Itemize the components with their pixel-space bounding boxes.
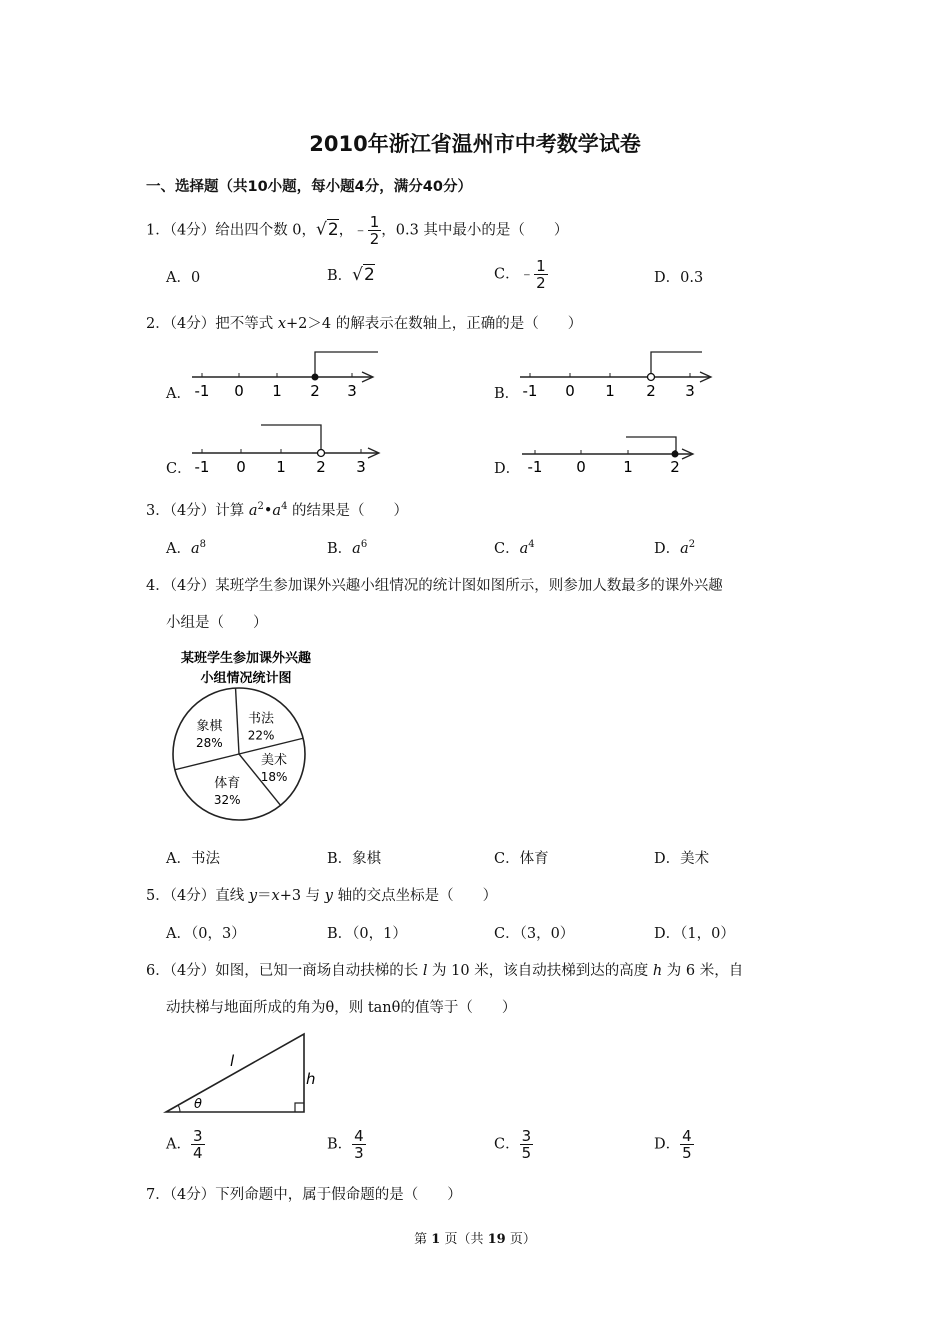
label-theta: θ xyxy=(194,1097,202,1112)
pie-slice-label: 象棋 xyxy=(196,718,223,734)
question-3: 3．（4分）计算 $a^2•a^4$ 的结果是（ ） xyxy=(146,501,409,519)
pie-slice-value: 32% xyxy=(213,793,241,808)
q6-option-d[interactable]: D． $\frac{4}{5}$ xyxy=(654,1127,692,1162)
tick-label: 1 xyxy=(272,382,282,400)
q3-option-b[interactable]: B．$a^6$ xyxy=(327,539,368,557)
escalator-triangle-figure xyxy=(160,1028,330,1118)
chart-title-line-1: 某班学生参加课外兴趣 xyxy=(180,651,312,666)
pie-slice-boundary-象棋 xyxy=(175,754,239,770)
pie-chart xyxy=(160,644,350,834)
pie-slice-value: 22% xyxy=(247,728,275,743)
tick-label: -1 xyxy=(194,382,210,400)
q6-option-c[interactable]: C． $\frac{3}{5}$ xyxy=(494,1127,532,1162)
q4-option-c[interactable]: C．体育 xyxy=(494,851,549,867)
q3-option-a[interactable]: A．$a^8$ xyxy=(166,539,207,557)
tick-label: 3 xyxy=(685,382,695,400)
q4-option-b[interactable]: B．象棋 xyxy=(327,851,382,867)
q6-option-b[interactable]: B． $\frac{4}{3}$ xyxy=(327,1127,364,1162)
q5-option-a[interactable]: A．（0，3） xyxy=(166,926,246,942)
question-2: 2．（4分）把不等式 x+2＞4 的解表示在数轴上，正确的是（ ） xyxy=(146,316,583,332)
q2-number-line-c[interactable] xyxy=(186,418,386,478)
q3-option-d[interactable]: D．$a^2$ xyxy=(654,539,696,557)
q6-option-a[interactable]: A． $\frac{3}{4}$ xyxy=(166,1127,203,1162)
q2-number-line-b[interactable] xyxy=(514,345,714,405)
question-7: 7．（4分）下列命题中，属于假命题的是（ ） xyxy=(146,1187,462,1203)
q5-option-c[interactable]: C．（3，0） xyxy=(494,926,575,942)
q2-option-b-label[interactable]: B． xyxy=(494,386,520,402)
q1-prefix: 1．（4分）给出四个数 0， xyxy=(146,222,317,239)
q2-number-line-a[interactable] xyxy=(186,345,386,405)
tick-label: -1 xyxy=(194,458,210,476)
label-h: h xyxy=(306,1070,316,1088)
q5-option-b[interactable]: B．（0，1） xyxy=(327,926,407,942)
tick-label: -1 xyxy=(527,458,543,476)
question-4-line-1: 4．（4分）某班学生参加课外兴趣小组情况的统计图如图所示，则参加人数最多的课外兴趣 xyxy=(146,578,723,594)
tick-label: 3 xyxy=(356,458,366,476)
q4-option-a[interactable]: A．书法 xyxy=(166,851,220,867)
tick-label: 2 xyxy=(646,382,656,400)
tick-label: 3 xyxy=(347,382,357,400)
tick-label: 2 xyxy=(670,458,680,476)
question-6-line-2: 动扶梯与地面所成的角为θ，则 tanθ的值等于（ ） xyxy=(166,1000,517,1016)
tick-label: 2 xyxy=(310,382,320,400)
tick-label: 0 xyxy=(576,458,586,476)
q1-fraction: $\frac{1}{2}$ xyxy=(369,213,380,248)
q4-option-d[interactable]: D．美术 xyxy=(654,851,710,867)
q2-option-c-label[interactable]: C． xyxy=(166,461,192,477)
question-5: 5．（4分）直线 y＝x+3 与 y 轴的交点坐标是（ ） xyxy=(146,888,498,904)
pie-slice-label: 书法 xyxy=(248,711,275,727)
label-l: l xyxy=(230,1052,235,1070)
question-1: 1．（4分）给出四个数 0，√2，﹣ $\frac{1}{2}$ ，0.3 其中最小的是（ ） xyxy=(146,213,569,248)
tick-label: 1 xyxy=(276,458,286,476)
q5-option-d[interactable]: D．（1，0） xyxy=(654,926,735,942)
tick-label: 0 xyxy=(234,382,244,400)
page-total: 19 xyxy=(487,1232,506,1247)
tick-label: 0 xyxy=(565,382,575,400)
pie-slice-value: 28% xyxy=(195,735,223,750)
pie-slice-value: 18% xyxy=(260,769,288,784)
q1-option-c[interactable]: C．﹣ $\frac{1}{2}$ xyxy=(494,257,546,292)
pie-slice-label: 美术 xyxy=(261,752,288,768)
q1-option-d[interactable]: D．0.3 xyxy=(654,270,704,286)
chart-title-line-2: 小组情况统计图 xyxy=(200,671,292,686)
pie-slice-boundary-书法 xyxy=(236,688,239,754)
tick-label: -1 xyxy=(522,382,538,400)
page-number: 1 xyxy=(431,1232,441,1247)
q2-option-a-label[interactable]: A． xyxy=(166,386,191,402)
q1-sqrt: √2 xyxy=(316,219,339,240)
tick-label: 0 xyxy=(236,458,246,476)
q1-option-a[interactable]: A．0 xyxy=(166,270,201,286)
page-footer: 第 1 页（共 19 页） xyxy=(414,1232,536,1247)
q2-number-line-d[interactable] xyxy=(514,424,704,478)
question-6-line-1: 6．（4分）如图，已知一商场自动扶梯的长 l 为 10 米，该自动扶梯到达的高度 h 为 6 米，自 xyxy=(146,963,744,979)
q1-option-b[interactable]: B．√2 xyxy=(327,265,375,285)
pie-slice-label: 体育 xyxy=(214,776,241,792)
section-heading: 一、选择题（共10小题，每小题4分，满分40分） xyxy=(146,179,472,195)
tick-label: 2 xyxy=(316,458,326,476)
tick-label: 1 xyxy=(623,458,633,476)
tick-label: 1 xyxy=(605,382,615,400)
q3-option-c[interactable]: C．$a^4$ xyxy=(494,539,535,557)
q2-option-d-label[interactable]: D． xyxy=(494,461,521,477)
question-4-line-2: 小组是（ ） xyxy=(166,615,268,631)
page-title: 2010年浙江省温州市中考数学试卷 xyxy=(309,132,641,156)
